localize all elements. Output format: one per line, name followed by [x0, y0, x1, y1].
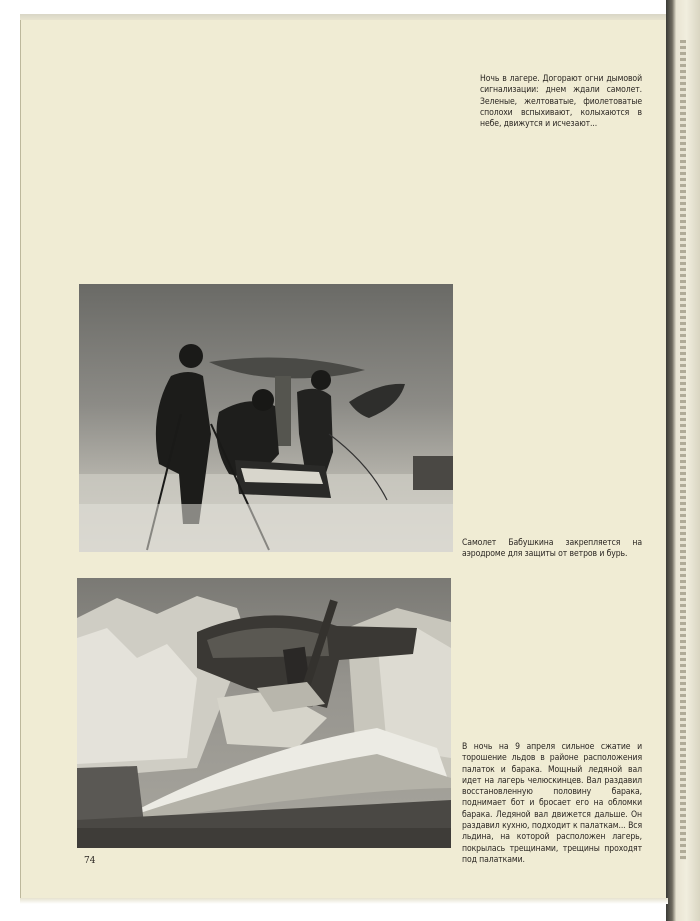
photo-ice-pressure — [77, 578, 451, 848]
caption-night-camp: Ночь в лагере. Догорают огни дымовой сигнализации: днем ждали самолет. Зеленые, желтоватые, фиолетоватые сполохи вспыхивают, колыхаются в небе, движутся и исчезают... — [480, 74, 642, 130]
page-number: 74 — [84, 856, 96, 866]
caption-plane-secured: Самолет Бабушкина закрепляется на аэродроме для защиты от ветров и бурь. — [462, 538, 642, 560]
page-stack-edge — [680, 40, 686, 860]
caption-ice-pressure: В ночь на 9 апреля сильное сжатие и торошение льдов в районе расположения палаток и барака. Мощный ледяной вал идет на лагерь челюскинцев. Вал раздавил восстановленную половину барака, поднимает бот и бросает его на обломки барака. Ледяной вал движется дальше. Он раздавил кухню, подходит к палаткам... Вся льдина, на которой расположен лагерь, покрылась трещинами, трещины проходят под палатками. — [462, 742, 642, 865]
page-bottom-shadow — [20, 898, 668, 904]
photo-plane-secured — [79, 284, 453, 552]
